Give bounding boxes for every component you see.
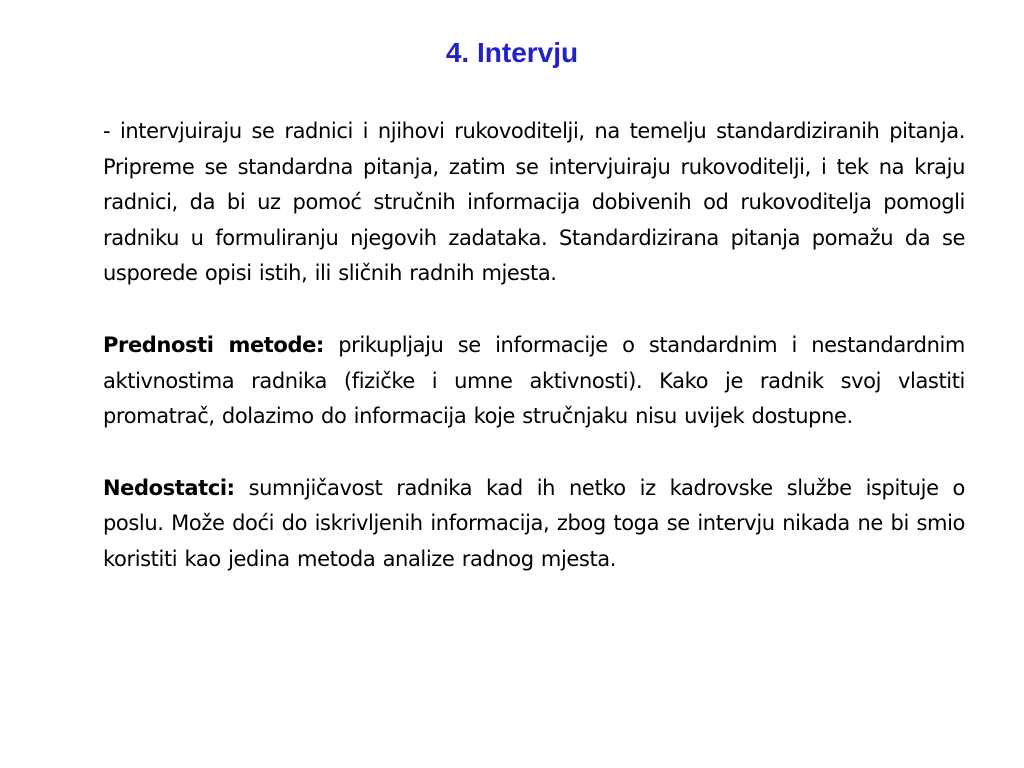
paragraph-advantages [103, 328, 965, 435]
advantages-text: prikupljaju se informacije o standardnim i nestandardnim aktivnostima radnika (fizičke i umne aktivnosti). Kako je radnik svoj vlastiti promatrač, dolazimo do informacija koje stručnjaku nisu uvijek dostupne. [103, 332, 965, 429]
paragraph-description [103, 114, 965, 292]
advantages-heading: Prednosti metode: [103, 332, 324, 357]
paragraph-description-text: - intervjuiraju se radnici i njihovi rukovoditelji, na temelju standardiziranih pitanja. Pripreme se standardna pitanja, zatim se intervjuiraju rukovoditelji, i tek na kraju radnici, da bi uz pomoć stručnih informacija dobivenih od rukovoditelja pomogli radniku u formuliranju njegovih zadataka. Standardizirana pitanja pomažu da se usporede opisi istih, ili sličnih radnih mjesta. [103, 119, 965, 286]
slide-body [103, 114, 965, 578]
slide-title: 4. Intervju [445, 37, 579, 68]
disadvantages-heading: Nedostatci: [103, 475, 235, 500]
paragraph-disadvantages [103, 471, 965, 578]
disadvantages-text: sumnjičavost radnika kad ih netko iz kadrovske službe ispituje o poslu. Može doći do iskrivljenih informacija, zbog toga se intervju nikada ne bi smio koristiti kao jedina metoda analize radnog mjesta. [103, 475, 965, 571]
